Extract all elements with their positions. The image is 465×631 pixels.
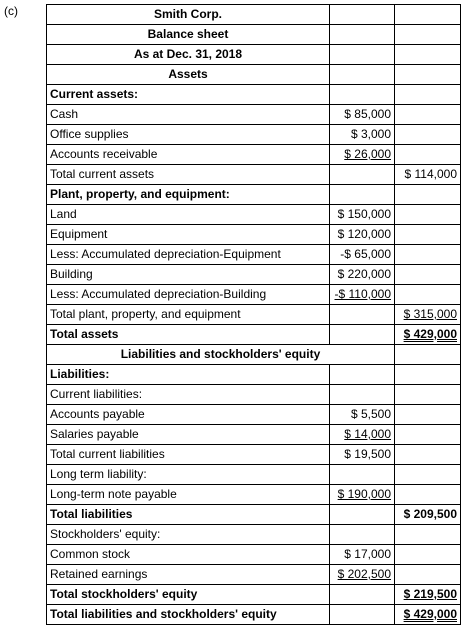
table-row: Total current assets $ 114,000 bbox=[47, 165, 461, 185]
table-row: Accounts payable $ 5,500 bbox=[47, 405, 461, 425]
assets-heading: Assets bbox=[47, 65, 330, 85]
table-row: Building $ 220,000 bbox=[47, 265, 461, 285]
table-row: Less: Accumulated depreciation-Building -$ 110,000 bbox=[47, 285, 461, 305]
liabilities-heading: Liabilities and stockholders' equity bbox=[47, 345, 395, 365]
total-row: Total assets $ 429,000 bbox=[47, 325, 461, 345]
title-row bbox=[47, 5, 461, 25]
statement-name: Balance sheet bbox=[47, 25, 330, 45]
total-row: Total liabilities $ 209,500 bbox=[47, 505, 461, 525]
balance-sheet-table bbox=[46, 4, 461, 625]
table-row: Total plant, property, and equipment $ 315,000 bbox=[47, 305, 461, 325]
table-row: Less: Accumulated depreciation-Equipment -$ 65,000 bbox=[47, 245, 461, 265]
table-row: Common stock $ 17,000 bbox=[47, 545, 461, 565]
table-row: Total current liabilities $ 19,500 bbox=[47, 445, 461, 465]
title-row bbox=[47, 45, 461, 65]
table-row: Salaries payable $ 14,000 bbox=[47, 425, 461, 445]
table-row: Equipment $ 120,000 bbox=[47, 225, 461, 245]
title-row bbox=[47, 25, 461, 45]
title-row bbox=[47, 345, 461, 365]
title-row bbox=[47, 65, 461, 85]
company-name: Smith Corp. bbox=[47, 5, 330, 25]
part-label: (c) bbox=[4, 4, 18, 18]
statement-date: As at Dec. 31, 2018 bbox=[47, 45, 330, 65]
section-row: Current assets: bbox=[47, 85, 461, 105]
total-row: Total stockholders' equity $ 219,500 bbox=[47, 585, 461, 605]
section-row: Stockholders' equity: bbox=[47, 525, 461, 545]
table-row: Office supplies $ 3,000 bbox=[47, 125, 461, 145]
section-row: Current liabilities: bbox=[47, 385, 461, 405]
section-row: Long term liability: bbox=[47, 465, 461, 485]
table-row: Accounts receivable $ 26,000 bbox=[47, 145, 461, 165]
section-row: Plant, property, and equipment: bbox=[47, 185, 461, 205]
table-row: Land $ 150,000 bbox=[47, 205, 461, 225]
section-row: Liabilities: bbox=[47, 365, 461, 385]
table-row: Cash $ 85,000 bbox=[47, 105, 461, 125]
total-row: Total liabilities and stockholders' equity $ 429,000 bbox=[47, 605, 461, 625]
table-row: Long-term note payable $ 190,000 bbox=[47, 485, 461, 505]
table-row: Retained earnings $ 202,500 bbox=[47, 565, 461, 585]
